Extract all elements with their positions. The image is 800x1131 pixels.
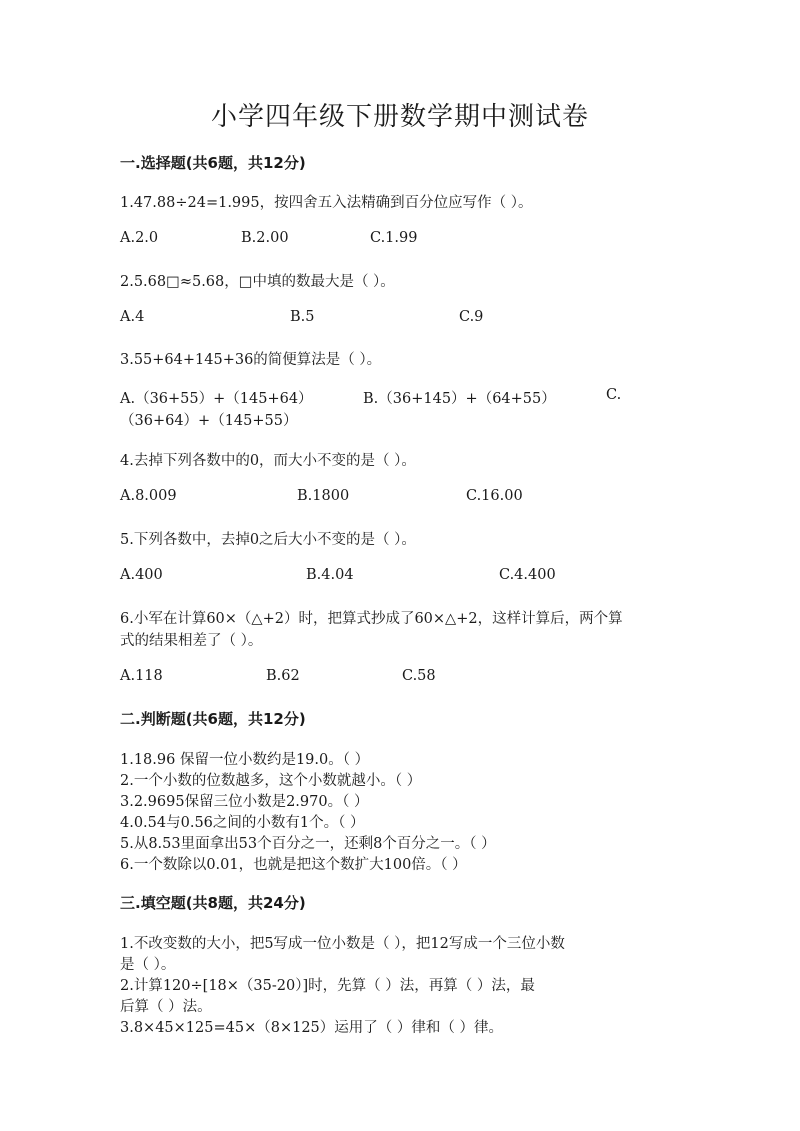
question-4-option-c: C.16.00 (466, 488, 523, 504)
question-2-option-a: A.4 (120, 309, 145, 325)
question-5-option-b: B.4.04 (306, 567, 354, 583)
fill-blank-line-4: 后算（ ）法。 (120, 999, 212, 1015)
question-3-option-a: A.（36+55）+（145+64） (120, 391, 313, 407)
question-6-text-line-2: 式的结果相差了（ ）。 (120, 633, 263, 649)
question-6-text-line-1: 6.小军在计算60×（△+2）时，把算式抄成了60×△+2，这样计算后，两个算 (120, 611, 623, 627)
question-3-option-c-label: C. (606, 387, 622, 403)
question-2-option-b: B.5 (290, 309, 315, 325)
question-2-text: 2.5.68□≈5.68，□中填的数最大是（ ）。 (120, 274, 395, 290)
fill-blank-line-3: 2.计算120÷[18×（35-20）]时，先算（ ）法，再算（ ）法，最 (120, 978, 535, 994)
question-4-option-a: A.8.009 (120, 488, 177, 504)
question-1-option-c: C.1.99 (370, 230, 418, 246)
section-header-judgement: 二.判断题(共6题，共12分) (120, 710, 306, 728)
question-4-option-b: B.1800 (297, 488, 350, 504)
question-3-option-b: B.（36+145）+（64+55） (363, 391, 556, 407)
question-2-option-c: C.9 (459, 309, 484, 325)
section-header-fill-blank: 三.填空题(共8题，共24分) (120, 894, 306, 912)
question-6-option-c: C.58 (402, 668, 436, 684)
question-1-option-a: A.2.0 (120, 230, 159, 246)
judgement-item-1: 1.18.96 保留一位小数约是19.0。（ ） (120, 752, 370, 768)
question-4-text: 4.去掉下列各数中的0，而大小不变的是（ ）。 (120, 453, 416, 469)
judgement-item-3: 3.2.9695保留三位小数是2.970。（ ） (120, 794, 369, 810)
question-3-text: 3.55+64+145+36的简便算法是（ ）。 (120, 352, 382, 368)
judgement-item-2: 2.一个小数的位数越多，这个小数就越小。（ ） (120, 773, 422, 789)
question-5-option-c: C.4.400 (499, 567, 556, 583)
question-1-text: 1.47.88÷24=1.995，按四舍五入法精确到百分位应写作（ ）。 (120, 195, 533, 211)
page-title: 小学四年级下册数学期中测试卷 (210, 102, 589, 132)
judgement-item-4: 4.0.54与0.56之间的小数有1个。（ ） (120, 815, 365, 831)
question-1-option-b: B.2.00 (241, 230, 289, 246)
question-5-text: 5.下列各数中，去掉0之后大小不变的是（ ）。 (120, 532, 416, 548)
judgement-item-5: 5.从8.53里面拿出53个百分之一，还剩8个百分之一。（ ） (120, 836, 496, 852)
question-5-option-a: A.400 (120, 567, 163, 583)
question-3-option-c-text: （36+64）+（145+55） (120, 413, 298, 429)
fill-blank-line-1: 1.不改变数的大小，把5写成一位小数是（ ），把12写成一个三位小数 (120, 936, 565, 952)
fill-blank-line-2: 是（ ）。 (120, 957, 176, 973)
fill-blank-line-5: 3.8×45×125=45×（8×125）运用了（ ）律和（ ）律。 (120, 1020, 504, 1036)
question-6-option-b: B.62 (266, 668, 300, 684)
judgement-item-6: 6.一个数除以0.01，也就是把这个数扩大100倍。（ ） (120, 857, 467, 873)
section-header-choice: 一.选择题(共6题，共12分) (120, 154, 306, 172)
question-6-option-a: A.118 (120, 668, 163, 684)
